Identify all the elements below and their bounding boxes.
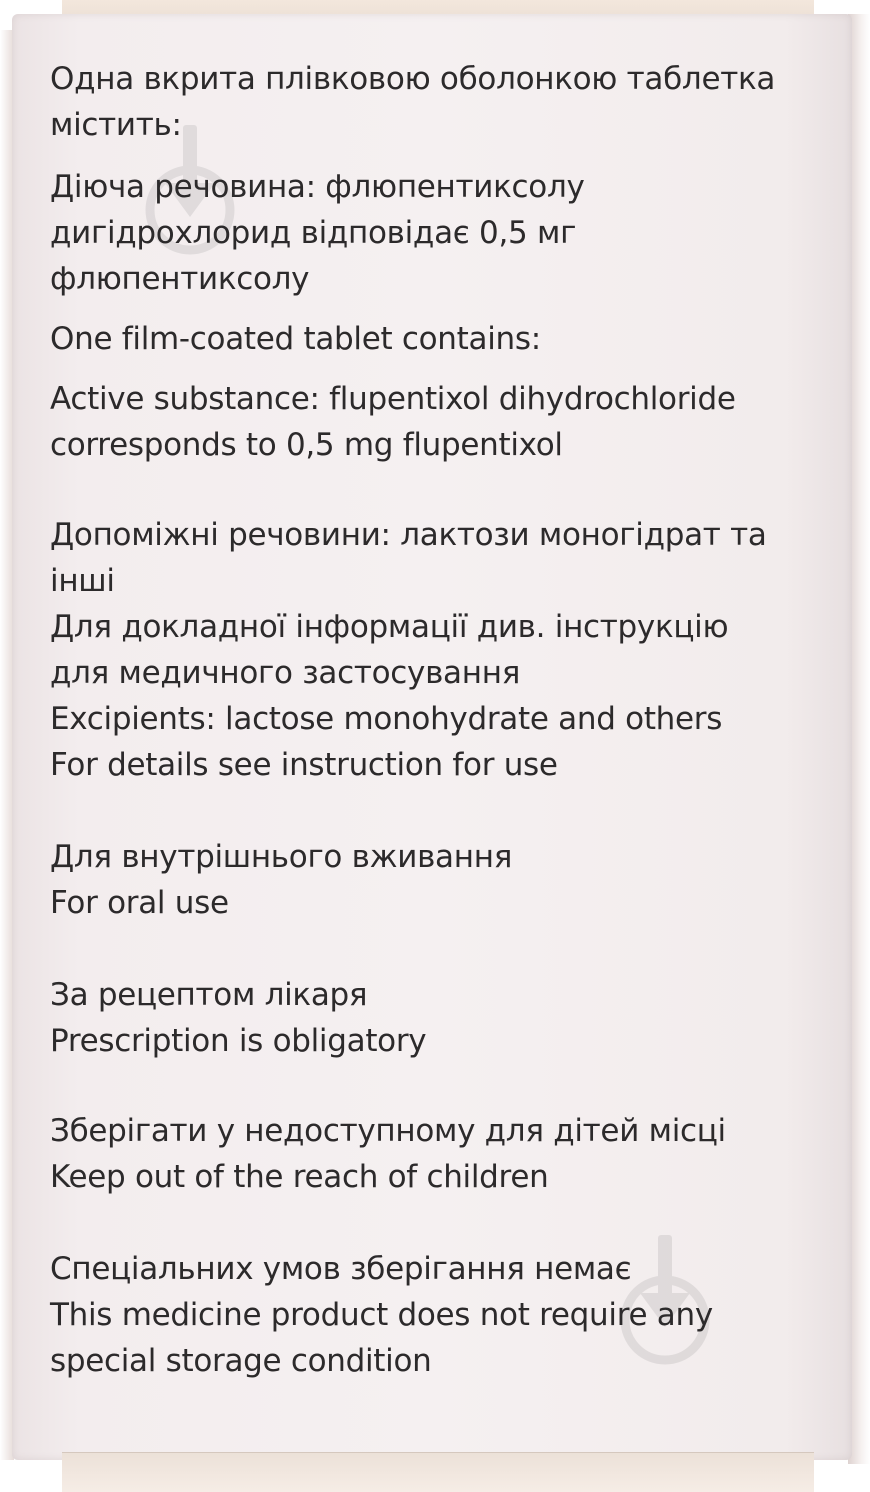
text-line: Спеціальних умов зберігання немає [50,1251,632,1287]
text-line: One film-coated tablet contains: [50,321,541,357]
children-warning-section [50,1108,840,1200]
text-line: для медичного застосування [50,655,521,691]
text-line: За рецептом лікаря [50,977,368,1013]
text-line: флюпентиксолу [50,261,310,297]
text-line: Active substance: flupentixol dihydrochloride [50,381,736,417]
text-line: For oral use [50,885,229,921]
text-line: Для внутрішнього вживання [50,839,513,875]
text-line: містить: [50,107,182,143]
composition-intro-uk [50,56,840,148]
active-substance-uk [50,164,840,302]
text-line: special storage condition [50,1343,432,1379]
route-section [50,834,840,926]
text-line: This medicine product does not require any [50,1297,713,1333]
active-substance-en [50,376,840,468]
text-line: інші [50,563,115,599]
text-line: corresponds to 0,5 mg flupentixol [50,427,563,463]
text-line: For details see instruction for use [50,747,558,783]
box-bottom-flap [62,1452,814,1492]
text-line: дигідрохлорид відповідає 0,5 мг [50,215,577,251]
text-line: Зберігати у недоступному для дітей місці [50,1113,726,1149]
text-line: Діюча речовина: флюпентиксолу [50,169,585,205]
storage-section [50,1246,840,1384]
composition-intro-en [50,316,840,362]
text-line: Prescription is obligatory [50,1023,427,1059]
text-line: Для докладної інформації див. інструкцію [50,609,729,645]
excipients-section [50,512,840,788]
prescription-section [50,972,840,1064]
text-line: Допоміжні речовини: лактози моногідрат та [50,517,767,553]
text-line: Keep out of the reach of children [50,1159,549,1195]
text-line: Одна вкрита плівковою оболонкою таблетка [50,61,776,97]
text-line: Excipients: lactose monohydrate and others [50,701,723,737]
